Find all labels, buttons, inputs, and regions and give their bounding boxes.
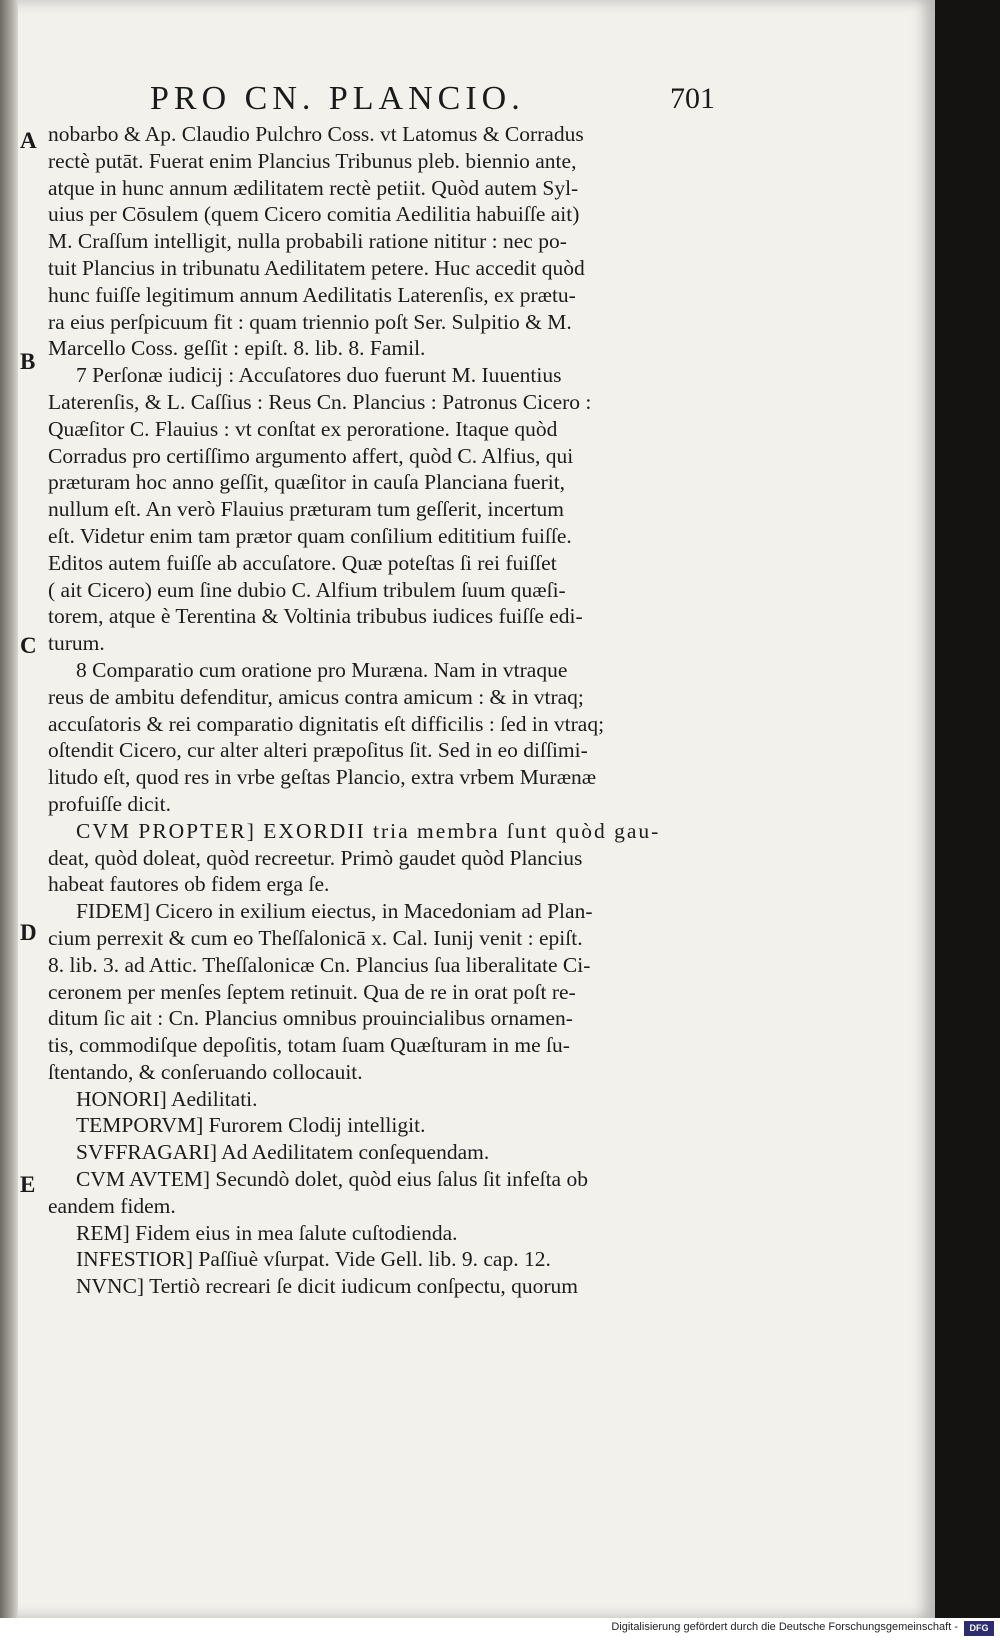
lemma-line: REM] Fidem eius in mea ſalute cuſtodienda. bbox=[76, 1220, 458, 1245]
text-line: eandem fidem. bbox=[48, 1193, 176, 1218]
margin-letter-b: B bbox=[20, 349, 36, 374]
text-line: ſtentando, & conſeruando collocauit. bbox=[48, 1059, 363, 1084]
text-line: ( ait Cicero) eum ſine dubio C. Alfium tribulem ſuum quæſi- bbox=[48, 577, 566, 602]
text-line: Editos autem fuiſſe ab accuſatore. Quæ poteſtas ſi rei fuiſſet bbox=[48, 550, 557, 575]
text-line: profuiſſe dicit. bbox=[48, 791, 171, 816]
text-line: torem, atque è Terentina & Voltinia tribubus iudices fuiſſe edi- bbox=[48, 604, 583, 629]
text-line: tuit Plancius in tribunatu Aedilitatem petere. Huc accedit quòd bbox=[48, 255, 585, 280]
text-line: litudo eſt, quod res in vrbe geſtas Plancio, extra vrbem Murænæ bbox=[48, 765, 597, 790]
lemma-line: CVM PROPTER] EXORDII tria membra ſunt quòd gau- bbox=[76, 818, 661, 843]
text-line: hunc fuiſſe legitimum annum Aedilitatis Laterenſis, ex prætu- bbox=[48, 282, 576, 307]
text-line: Marcello Coss. geſſit : epiſt. 8. lib. 8. Famil. bbox=[48, 336, 426, 361]
margin-letter-a: A bbox=[20, 128, 37, 153]
text-line: 8 Comparatio cum oratione pro Muræna. Nam in vtraque bbox=[76, 657, 568, 682]
text-line: tis, commodiſque depoſitis, totam ſuam Quæſturam in me ſu- bbox=[48, 1033, 570, 1058]
text-line: oſtendit Cicero, cur alter alteri præpoſitus ſit. Sed in eo diſſimi- bbox=[48, 738, 588, 763]
text-line: Corradus pro certiſſimo argumento affert, quòd C. Alfius, qui bbox=[48, 443, 574, 468]
lemma-line: TEMPORVM] Furorem Clodij intelligit. bbox=[76, 1113, 426, 1138]
text-line: habeat fautores ob fidem erga ſe. bbox=[48, 872, 330, 897]
page-binding-edge bbox=[0, 0, 18, 1618]
lemma-line: CVM AVTEM] Secundò dolet, quòd eius ſalus ſit infeſta ob bbox=[76, 1167, 588, 1192]
page-number: 701 bbox=[670, 82, 715, 115]
text-line: ceronem per menſes ſeptem retinuit. Qua de re in orat poſt re- bbox=[48, 979, 576, 1004]
text-line: ditum ſic ait : Cn. Plancius omnibus prouincialibus ornamen- bbox=[48, 1006, 573, 1031]
lemma-line: HONORI] Aedilitati. bbox=[76, 1086, 258, 1111]
text-line: reus de ambitu defenditur, amicus contra amicum : & in vtraq; bbox=[48, 684, 584, 709]
text-line: turum. bbox=[48, 631, 105, 656]
margin-letter-e: E bbox=[20, 1172, 36, 1197]
running-title: PRO CN. PLANCIO. bbox=[150, 80, 525, 117]
lemma-line: SVFFRAGARI] Ad Aedilitatem conſequendam. bbox=[76, 1140, 490, 1165]
funding-credit: Digitalisierung gefördert durch die Deutsche Forschungsgemeinschaft - bbox=[611, 1621, 958, 1633]
text-line: eſt. Videtur enim tam prætor quam conſilium edititium fuiſſe. bbox=[48, 523, 572, 548]
text-line: accuſatoris & rei comparatio dignitatis eſt difficilis : ſed in vtraq; bbox=[48, 711, 605, 736]
lemma-line: NVNC] Tertiò recreari ſe dicit iudicum conſpectu, quorum bbox=[76, 1274, 578, 1299]
text-line: cium perrexit & cum eo Theſſalonicā x. Cal. Iunij venit : epiſt. bbox=[48, 925, 583, 950]
text-line: deat, quòd doleat, quòd recreetur. Primò gaudet quòd Plancius bbox=[48, 845, 583, 870]
text-line: Quæſitor C. Flauius : vt conſtat ex peroratione. Itaque quòd bbox=[48, 416, 558, 441]
text-line: 8. lib. 3. ad Attic. Theſſalonicæ Cn. Plancius ſua liberalitate Ci- bbox=[48, 952, 591, 977]
text-line: Laterenſis, & L. Caſſius : Reus Cn. Plancius : Patronus Cicero : bbox=[48, 389, 592, 414]
margin-letter-d: D bbox=[20, 920, 37, 945]
digitization-footer bbox=[0, 1618, 1000, 1640]
text-line: uius per Cōsulem (quem Cicero comitia Aedilitia habuiſſe ait) bbox=[48, 202, 580, 227]
text-line: 7 Perſonæ iudicij : Accuſatores duo fuerunt M. Iuuentius bbox=[76, 363, 562, 388]
dfg-logo: DFG bbox=[964, 1621, 994, 1636]
lemma-line: FIDEM] Cicero in exilium eiectus, in Macedoniam ad Plan- bbox=[76, 899, 593, 924]
text-line: rectè putāt. Fuerat enim Plancius Tribunus pleb. biennio ante, bbox=[48, 148, 577, 173]
text-line: atque in hunc annum ædilitatem rectè petiit. Quòd autem Syl- bbox=[48, 175, 579, 200]
lemma-line: INFESTIOR] Paſſiuè vſurpat. Vide Gell. lib. 9. cap. 12. bbox=[76, 1247, 551, 1272]
text-line: nobarbo & Ap. Claudio Pulchro Coss. vt Latomus & Corradus bbox=[48, 122, 584, 146]
commentary-text bbox=[48, 121, 713, 1300]
text-line: M. Craſſum intelligit, nulla probabili ratione nititur : nec po- bbox=[48, 229, 567, 254]
margin-letter-c: C bbox=[20, 633, 37, 658]
text-line: præturam hoc anno geſſit, quæſitor in cauſa Planciana fuerit, bbox=[48, 470, 566, 495]
text-line: ra eius perſpicuum fit : quam triennio poſt Ser. Sulpitio & M. bbox=[48, 309, 572, 334]
text-line: nullum eſt. An verò Flauius præturam tum geſſerit, incertum bbox=[48, 497, 564, 522]
